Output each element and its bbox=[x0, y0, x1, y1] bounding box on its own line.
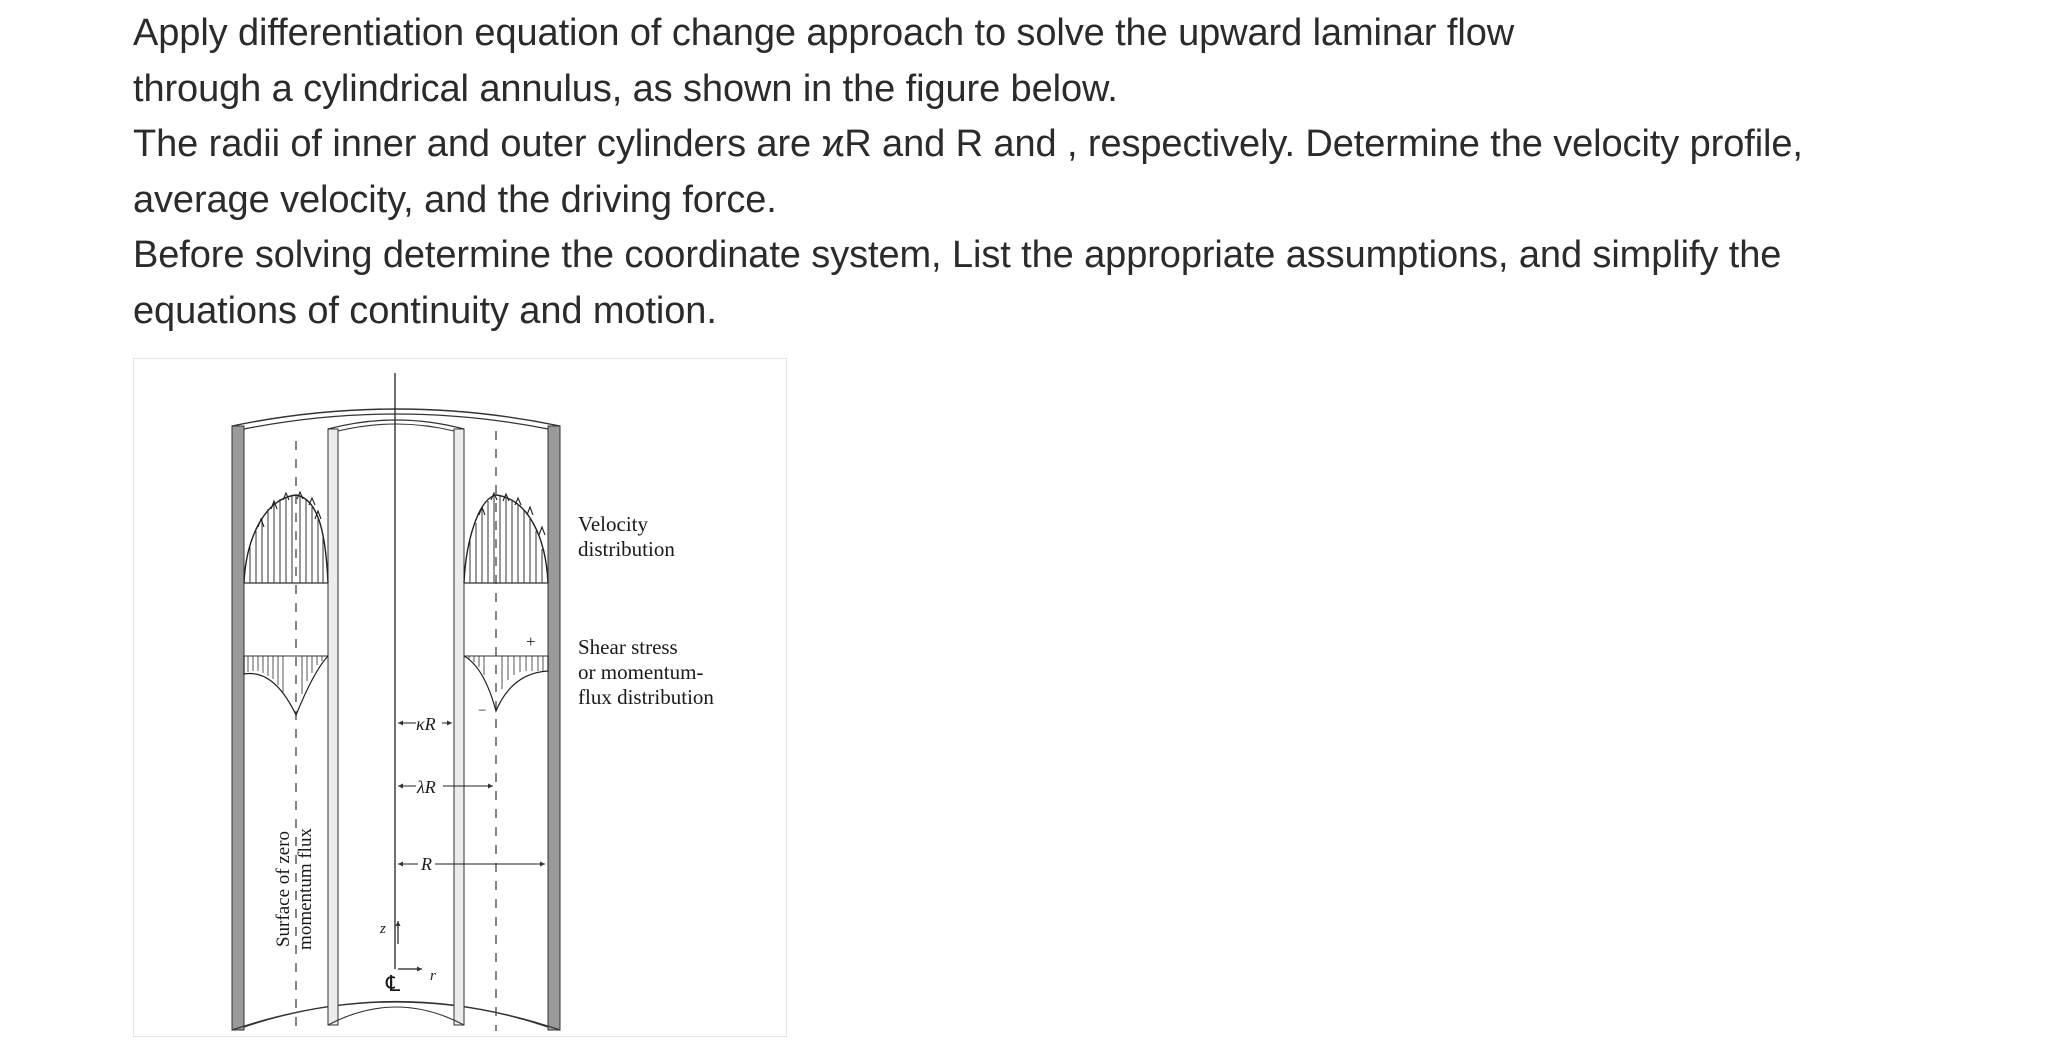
R-label: R bbox=[421, 854, 432, 874]
velocity-profile-right bbox=[464, 493, 548, 583]
question-line-4: average velocity, and the driving force. bbox=[133, 178, 777, 221]
kappa-R-label: κR bbox=[416, 714, 436, 734]
z-axis-label: z bbox=[380, 921, 386, 937]
question-text bbox=[133, 6, 1953, 339]
zero-flux-label-line-1: Surface of zero bbox=[273, 830, 294, 948]
shear-label-line-1: Shear stress bbox=[578, 635, 678, 659]
question-line-5: Before solving determine the coordinate system, List the appropriate assumptions, and simplify the bbox=[133, 234, 1782, 276]
annulus-figure bbox=[133, 358, 787, 1037]
shear-label-line-3: flux distribution bbox=[578, 685, 714, 709]
question-line-3: The radii of inner and outer cylinders are ϰR and R and , respectively. Determine the velocity profile, bbox=[133, 123, 1803, 165]
velocity-label-line-1: Velocity bbox=[578, 512, 648, 536]
radius-dimensions bbox=[398, 714, 545, 874]
zero-flux-label bbox=[273, 828, 316, 950]
centerline-symbol: ℄ bbox=[386, 971, 401, 996]
shear-plus-sign: + bbox=[526, 632, 536, 651]
r-axis-label: r bbox=[430, 968, 436, 984]
question-line-6: equations of continuity and motion. bbox=[133, 289, 717, 332]
question-line-1: Apply differentiation equation of change approach to solve the upward laminar flow bbox=[133, 12, 1515, 54]
velocity-label-line-2: distribution bbox=[578, 537, 675, 561]
shear-label-line-2: or momentum- bbox=[578, 660, 704, 684]
shear-minus-sign: − bbox=[478, 703, 487, 719]
shear-profile-left bbox=[244, 656, 328, 715]
lambda-R-label: λR bbox=[417, 777, 436, 797]
zero-flux-label-line-2: momentum flux bbox=[295, 828, 316, 950]
question-line-2: through a cylindrical annulus, as shown in the figure below. bbox=[133, 67, 1118, 110]
shear-profile-right bbox=[464, 632, 548, 719]
coordinate-axes bbox=[379, 921, 436, 996]
velocity-profile-left bbox=[244, 492, 328, 583]
annulus-diagram bbox=[134, 359, 786, 1036]
